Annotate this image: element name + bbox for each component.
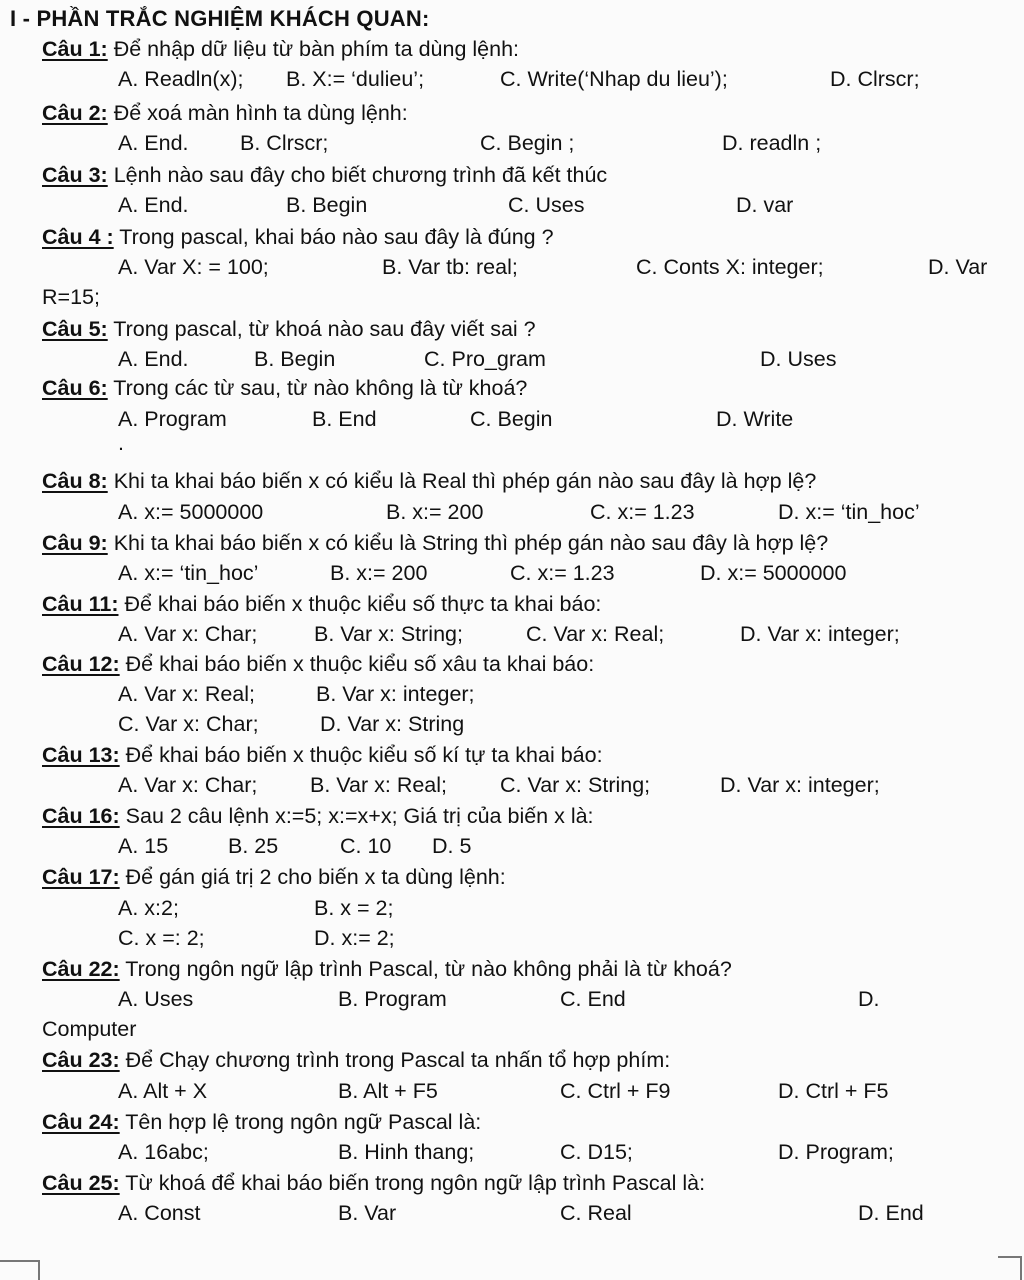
question-5 xyxy=(42,314,536,344)
option-d: D. Uses xyxy=(760,347,837,371)
option-b: B. x = 2; xyxy=(314,896,394,920)
option-c: C. x:= 1.23 xyxy=(510,561,615,585)
question-text: Lệnh nào sau đây cho biết chương trình đã kết thúc xyxy=(107,163,608,187)
option-b: B. x:= 200 xyxy=(330,561,428,585)
option-c: C. 10 xyxy=(340,834,392,858)
question-23 xyxy=(42,1045,670,1075)
option-d: D. 5 xyxy=(432,834,472,858)
option-c: C. Pro_gram xyxy=(424,347,546,371)
question-text: Để khai báo biến x thuộc kiểu số thực ta khai báo: xyxy=(118,592,602,616)
option-b: B. X:= ‘dulieu’; xyxy=(286,67,425,91)
option-c: C. Var x: String; xyxy=(500,773,651,797)
question-label: Câu 3: xyxy=(42,163,108,187)
question-label: Câu 2: xyxy=(42,101,108,125)
corner-mark-right xyxy=(998,1256,1022,1280)
question-13 xyxy=(42,740,603,770)
corner-mark-left xyxy=(0,1260,38,1262)
question-label: Câu 9: xyxy=(42,531,108,555)
question-text: Để xoá màn hình ta dùng lệnh: xyxy=(107,101,408,125)
option-c: C. Var x: Char; xyxy=(118,712,259,736)
option-c: C. x:= 1.23 xyxy=(590,500,695,524)
question-text: Khi ta khai báo biến x có kiểu là String thì phép gán nào sau đây là hợp lệ? xyxy=(107,531,829,555)
question-label: Câu 12: xyxy=(42,652,120,676)
option-b: B. Program xyxy=(338,987,447,1011)
option-b: B. Var xyxy=(338,1201,397,1225)
option-a: A. Const xyxy=(118,1201,201,1225)
question-9 xyxy=(42,528,828,558)
question-text: Trong pascal, từ khoá nào sau đây viết sai ? xyxy=(107,317,536,341)
question-label: Câu 1: xyxy=(42,37,108,61)
option-b: B. Var x: String; xyxy=(314,622,463,646)
option-d: D. x:= 5000000 xyxy=(700,561,847,585)
question-8 xyxy=(42,466,816,496)
question-text: Để nhập dữ liệu từ bàn phím ta dùng lệnh: xyxy=(107,37,520,61)
question-24 xyxy=(42,1107,481,1137)
question-1 xyxy=(42,34,519,64)
question-label: Câu 17: xyxy=(42,865,120,889)
question-17 xyxy=(42,862,506,892)
question-text: Để gán giá trị 2 cho biến x ta dùng lệnh: xyxy=(119,865,506,889)
corner-mark-left-vertical xyxy=(38,1260,40,1280)
option-c: C. Write(‘Nhap du lieu’); xyxy=(500,67,728,91)
question-label: Câu 4 : xyxy=(42,225,114,249)
option-d: D. x:= 2; xyxy=(314,926,395,950)
question-text: Từ khoá để khai báo biến trong ngôn ngữ lập trình Pascal là: xyxy=(119,1171,706,1195)
question-text: Khi ta khai báo biến x có kiểu là Real thì phép gán nào sau đây là hợp lệ? xyxy=(107,469,817,493)
question-text: Tên hợp lệ trong ngôn ngữ Pascal là: xyxy=(119,1110,482,1134)
option-b: B. Alt + F5 xyxy=(338,1079,438,1103)
question-text: Để khai báo biến x thuộc kiểu số xâu ta khai báo: xyxy=(119,652,595,676)
option-a: A. Readln(x); xyxy=(118,67,244,91)
option-a: A. Alt + X xyxy=(118,1079,208,1103)
option-d: D. End xyxy=(858,1201,924,1225)
option-a: A. 15 xyxy=(118,834,169,858)
option-a: A. x:2; xyxy=(118,896,179,920)
option-d: D. Clrscr; xyxy=(830,67,920,91)
question-text: Sau 2 câu lệnh x:=5; x:=x+x; Giá trị của biến x là: xyxy=(119,804,594,828)
question-12 xyxy=(42,649,594,679)
option-c: C. Uses xyxy=(508,193,585,217)
question-label: Câu 23: xyxy=(42,1048,120,1072)
option-d: D. Var x: integer; xyxy=(740,622,900,646)
option-a: A. End. xyxy=(118,193,189,217)
option-b: B. x:= 200 xyxy=(386,500,484,524)
option-c: C. D15; xyxy=(560,1140,633,1164)
option-a: A. End. xyxy=(118,347,189,371)
question-text: Trong pascal, khai báo nào sau đây là đúng ? xyxy=(113,225,554,249)
option-d: D. readln ; xyxy=(722,131,822,155)
option-d: D. var xyxy=(736,193,794,217)
question-4 xyxy=(42,222,554,252)
question-text: Để khai báo biến x thuộc kiểu số kí tự ta khai báo: xyxy=(119,743,603,767)
option-c: C. Conts X: integer; xyxy=(636,255,824,279)
question-text: Để Chạy chương trình trong Pascal ta nhấn tổ hợp phím: xyxy=(119,1048,671,1072)
question-label: Câu 24: xyxy=(42,1110,120,1134)
option-a: A. Program xyxy=(118,407,227,431)
question-label: Câu 25: xyxy=(42,1171,120,1195)
question-3 xyxy=(42,160,607,190)
question-6 xyxy=(42,373,527,403)
option-d: D. xyxy=(858,987,880,1011)
option-a: A. 16abc; xyxy=(118,1140,209,1164)
question-22 xyxy=(42,954,732,984)
option-b: B. Begin xyxy=(286,193,368,217)
option-b: B. Clrscr; xyxy=(240,131,329,155)
question-label: Câu 13: xyxy=(42,743,120,767)
option-d: D. Ctrl + F5 xyxy=(778,1079,889,1103)
option-a: A. x:= 5000000 xyxy=(118,500,264,524)
option-b: B. Var x: integer; xyxy=(316,682,475,706)
option-a: A. x:= ‘tin_hoc’ xyxy=(118,561,259,585)
option-b: B. Begin xyxy=(254,347,336,371)
question-text: Trong các từ sau, từ nào không là từ khoá? xyxy=(107,376,528,400)
option-a: A. Uses xyxy=(118,987,194,1011)
question-25 xyxy=(42,1168,705,1198)
option-a: A. Var x: Real; xyxy=(118,682,256,706)
question-16 xyxy=(42,801,594,831)
question-label: Câu 16: xyxy=(42,804,120,828)
question-11 xyxy=(42,589,601,619)
option-b: B. Hinh thang; xyxy=(338,1140,475,1164)
section-title: I - PHẦN TRẮC NGHIỆM KHÁCH QUAN: xyxy=(10,6,430,31)
option-d-continuation: R=15; xyxy=(42,285,100,309)
option-c: C. Ctrl + F9 xyxy=(560,1079,671,1103)
option-b: B. End xyxy=(312,407,377,431)
option-c: C. Real xyxy=(560,1201,632,1225)
option-a: A. End. xyxy=(118,131,189,155)
option-c: C. Begin xyxy=(470,407,553,431)
option-c: C. Var x: Real; xyxy=(526,622,665,646)
option-d: D. x:= ‘tin_hoc’ xyxy=(778,500,920,524)
option-d: D. Write xyxy=(716,407,794,431)
option-a: A. Var x: Char; xyxy=(118,773,258,797)
question-text: Trong ngôn ngữ lập trình Pascal, từ nào không phải là từ khoá? xyxy=(119,957,732,981)
option-a: A. Var X: = 100; xyxy=(118,255,269,279)
option-b: B. Var x: Real; xyxy=(310,773,448,797)
option-c: C. Begin ; xyxy=(480,131,575,155)
option-d: D. Program; xyxy=(778,1140,894,1164)
option-d: D. Var x: String xyxy=(320,712,465,736)
question-label: Câu 5: xyxy=(42,317,108,341)
question-label: Câu 11: xyxy=(42,592,119,616)
question-label: Câu 8: xyxy=(42,469,108,493)
question-label: Câu 22: xyxy=(42,957,120,981)
option-d-continuation: Computer xyxy=(42,1017,137,1041)
option-d: D. Var x: integer; xyxy=(720,773,880,797)
option-c: C. End xyxy=(560,987,626,1011)
option-b: B. Var tb: real; xyxy=(382,255,518,279)
option-a: A. Var x: Char; xyxy=(118,622,258,646)
option-b: B. 25 xyxy=(228,834,279,858)
option-d: D. Var xyxy=(928,255,988,279)
question-2 xyxy=(42,98,408,128)
stray-dot: . xyxy=(118,431,124,455)
question-label: Câu 6: xyxy=(42,376,108,400)
option-c: C. x =: 2; xyxy=(118,926,205,950)
